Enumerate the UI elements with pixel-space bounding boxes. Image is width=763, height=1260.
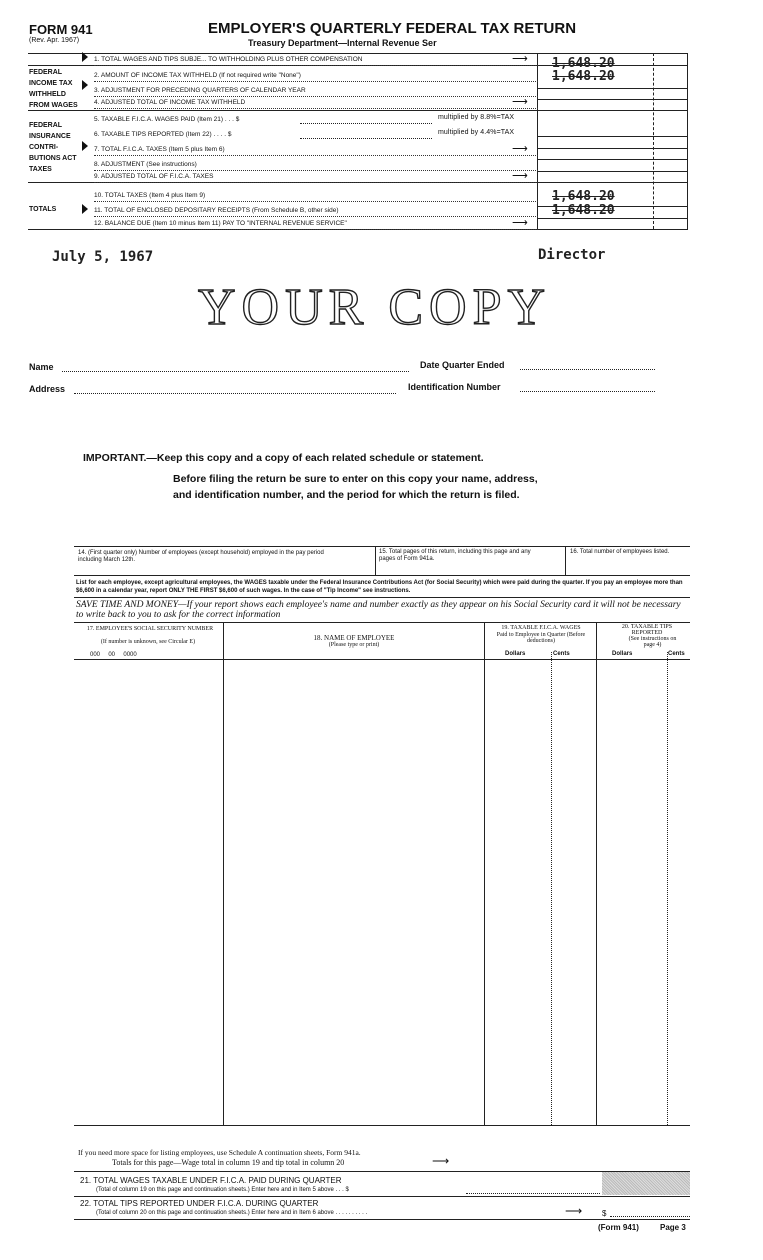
amount-item-11: 1,648.20 [552, 203, 615, 218]
page-number: Page 3 [660, 1223, 686, 1232]
return-date: July 5, 1967 [52, 249, 154, 265]
item-6-mult: multiplied by 4.4%=TAX [438, 129, 515, 136]
col-17-format: 000 00 0000 [90, 652, 137, 658]
more-space-note: If you need more space for listing employees, use Schedule A continuation sheets, Form 941a. [78, 1148, 361, 1157]
item-22: 22. TOTAL TIPS REPORTED UNDER F.I.C.A. DURING QUARTER [80, 1199, 319, 1208]
shaded-cell [602, 1172, 690, 1195]
totals-for-page: Totals for this page—Wage total in column 19 and tip total in column 20 [112, 1158, 345, 1167]
item-22-sub: (Total of column 20 on this page and continuation sheets.) Enter here and in Item 6 above . . . . . . . . . . [96, 1210, 368, 1216]
amount-item-10: 1,648.20 [552, 189, 615, 204]
col-17-sub: (If number is unknown, see Circular E) [100, 639, 196, 645]
important-heading: IMPORTANT.—Keep this copy and a copy of each related schedule or statement. [83, 452, 484, 464]
item-8: 8. ADJUSTMENT (See instructions) [94, 159, 538, 171]
instructions: List for each employee, except agricultural employees, the WAGES taxable under the Federal Insurance Contributions Act (for Social Security) which were paid during the quarter. If you pay an employee more than $6,600 in a calendar year, report ONLY THE FIRST $6,600 of such wages. In the case of "Tip Income" see instructions. [76, 580, 683, 594]
col-20-header: 20. TAXABLE TIPS REPORTED [621, 624, 673, 636]
col-17-header: 17. EMPLOYEE'S SOCIAL SECURITY NUMBER [86, 626, 214, 632]
item-4: 4. ADJUSTED TOTAL OF INCOME TAX WITHHELD [94, 97, 538, 109]
form-title: EMPLOYER'S QUARTERLY FEDERAL TAX RETURN [208, 20, 577, 37]
item-11: 11. TOTAL OF ENCLOSED DEPOSITARY RECEIPTS (From Schedule B, other side) [94, 205, 538, 217]
item-6: 6. TAXABLE TIPS REPORTED (Item 22) . . . . $ [94, 131, 232, 138]
form-number: FORM 941 [29, 22, 93, 37]
amount-item-3: 1,648.20 [552, 69, 615, 84]
amount-item-2: 1,648.20 [552, 56, 615, 71]
arrow-right-icon: ⟶ [512, 217, 528, 229]
item-21: 21. TOTAL WAGES TAXABLE UNDER F.I.C.A. PAID DURING QUARTER [80, 1176, 342, 1185]
item-1: 1. TOTAL WAGES AND TIPS SUBJE... TO WITHHOLDING PLUS OTHER COMPENSATION [94, 54, 538, 66]
item-5-mult: multiplied by 8.8%=TAX [438, 114, 515, 121]
item-15: 15. Total pages of this return, including this page and any pages of Form 941a. [379, 549, 531, 562]
date-quarter-label: Date Quarter Ended [420, 360, 505, 370]
col-18-header: 18. NAME OF EMPLOYEE [313, 634, 395, 642]
form-revision: (Rev. Apr. 1967) [29, 37, 80, 44]
your-copy-banner: YOUR COPY [198, 279, 552, 336]
address-label: Address [29, 384, 66, 394]
pointer-icon [82, 204, 88, 214]
arrow-right-icon: ⟶ [512, 170, 528, 182]
item-9: 9. ADJUSTED TOTAL OF F.I.C.A. TAXES [94, 171, 538, 183]
id-number-label: Identification Number [408, 382, 501, 392]
section-totals: TOTALS [29, 206, 57, 213]
col-19-dollars: Dollars [505, 651, 526, 657]
item-3: 3. ADJUSTMENT FOR PRECEDING QUARTERS OF CALENDAR YEAR [94, 85, 538, 97]
col-19-sub: Paid to Employee in Quarter (Before deductions) [496, 632, 586, 644]
department-line: Treasury Department—Internal Revenue Ser [248, 38, 437, 48]
section-fica: FEDERAL INSURANCE CONTRI-BUTIONS ACT TAXES [29, 122, 77, 173]
signer-title: Director [538, 247, 606, 263]
item-5: 5. TAXABLE F.I.C.A. WAGES PAID (Item 21) . . . $ [94, 116, 240, 123]
item-12: 12. BALANCE DUE (Item 10 minus Item 11) PAY TO "INTERNAL REVENUE SERVICE" [94, 218, 538, 230]
section-income-tax: FEDERAL INCOME TAX WITHHELD FROM WAGES [29, 69, 78, 109]
col-20-cents: Cents [668, 651, 685, 657]
col-18-sub: (Please type or print) [328, 642, 380, 648]
item-16: 16. Total number of employees listed. [570, 549, 670, 555]
pointer-icon [82, 52, 88, 62]
col-20-sub: (See instructions on page 4) [628, 636, 677, 648]
arrow-right-icon: ⟶ [512, 53, 528, 65]
pointer-icon [82, 141, 88, 151]
name-label: Name [29, 362, 54, 372]
form-reference: (Form 941) [598, 1223, 639, 1232]
item-2: 2. AMOUNT OF INCOME TAX WITHHELD (If not required write "None") [94, 70, 538, 82]
item-10: 10. TOTAL TAXES (Item 4 plus Item 9) [94, 190, 538, 202]
pointer-icon [82, 80, 88, 90]
save-time-note: SAVE TIME AND MONEY—If your report shows each employee's name and number exactly as they appear on his Social Security card it will not be necessary to write back to you to ask for the correct information [76, 600, 681, 620]
col-19-header: 19. TAXABLE F.I.C.A. WAGES [501, 625, 581, 631]
item-21-sub: (Total of column 19 on this page and continuation sheets.) Enter here and in Item 5 above . . . $ [96, 1187, 349, 1193]
item-14: 14. (First quarter only) Number of employees (except household) employed in the pay period including March 12th. [78, 550, 324, 563]
item-7: 7. TOTAL F.I.C.A. TAXES (Item 5 plus Item 6) [94, 144, 538, 156]
arrow-right-icon: ⟶ [565, 1204, 583, 1218]
col-19-cents: Cents [553, 651, 570, 657]
arrow-right-icon: ⟶ [432, 1154, 450, 1168]
important-line-3: and identification number, and the period for which the return is filed. [173, 489, 520, 501]
item-22-dollar: $ [602, 1209, 607, 1218]
col-20-dollars: Dollars [612, 651, 633, 657]
arrow-right-icon: ⟶ [512, 96, 528, 108]
important-line-2: Before filing the return be sure to enter on this copy your name, address, [173, 473, 538, 485]
arrow-right-icon: ⟶ [512, 143, 528, 155]
